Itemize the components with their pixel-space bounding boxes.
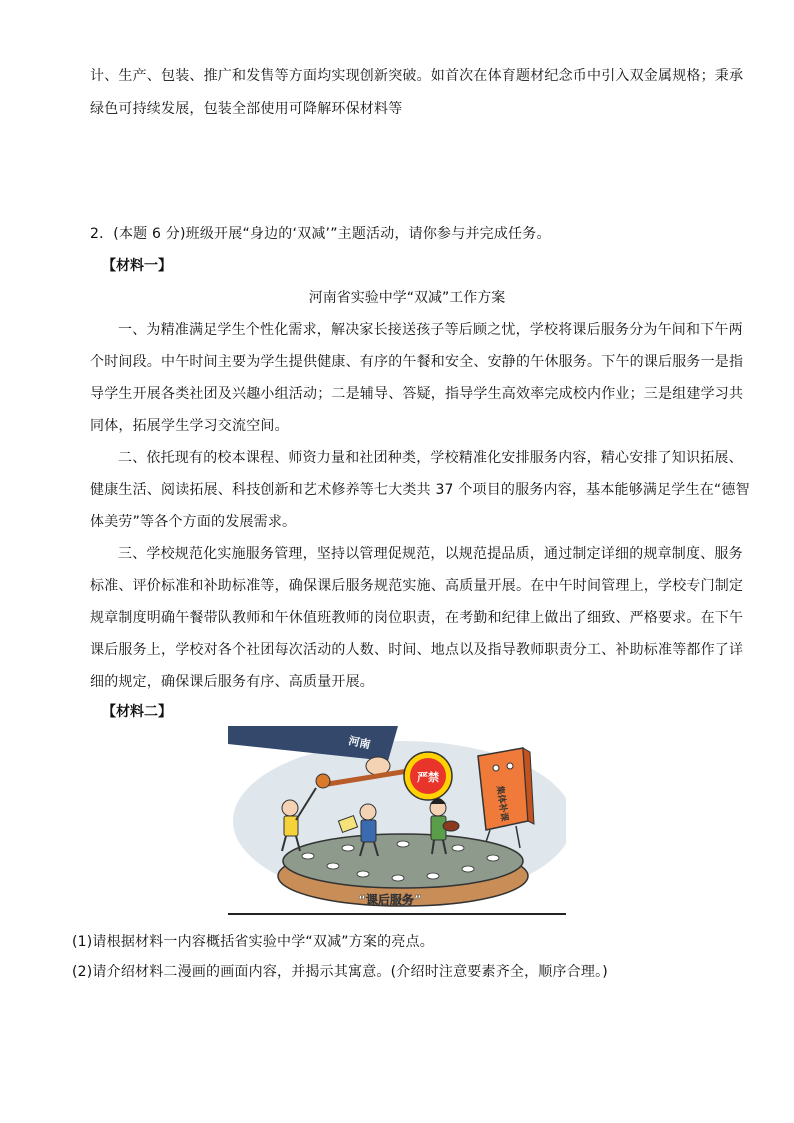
sub-question-2: (2)请介绍材料二漫画的画面内容，并揭示其寓意。(介绍时注意要素齐全，顺序合理。) bbox=[72, 964, 608, 980]
paragraph-line: 一、为精准满足学生个性化需求，解决家长接送孩子等后顾之忧，学校将课后服务分为午间和下午两 bbox=[118, 322, 743, 338]
paragraph-line: 课后服务上，学校对各个社团每次活动的人数、时间、地点以及指导教师职责分工、补助标准等都作了详 bbox=[90, 642, 744, 658]
sleeve-label: 河南 bbox=[347, 734, 372, 752]
violin bbox=[443, 821, 459, 831]
stop-sign-text: 严禁 bbox=[417, 771, 439, 784]
material-two-label: 【材料二】 bbox=[102, 704, 172, 720]
paragraph-line: 健康生活、阅读拓展、科技创新和艺术修养等七大类共 37 个项目的服务内容，基本能够满足学生在“德智 bbox=[90, 482, 750, 498]
paragraph-line: 同体，拓展学生学习交流空间。 bbox=[90, 418, 289, 434]
platform-label: “课后服务” bbox=[358, 893, 422, 907]
paragraph-line: 标准、评价标准和补助标准等，确保课后服务规范实施、高质量开展。在中午时间管理上，学校专门制定 bbox=[90, 578, 744, 594]
top-paragraph-line-1: 计、生产、包装、推广和发售等方面均实现创新突破。如首次在体育题材纪念币中引入双金属规格；秉承 bbox=[90, 68, 744, 84]
kid-reading bbox=[361, 820, 376, 842]
sub-question-1: (1)请根据材料一内容概括省实验中学“双减”方案的亮点。 bbox=[72, 934, 434, 950]
paragraph-line: 二、依托现有的校本课程、师资力量和社团种类，学校精准化安排服务内容，精心安排了知识拓展、 bbox=[118, 450, 743, 466]
paragraph-line: 导学生开展各类社团及兴趣小组活动；二是辅导、答疑，指导学生高效率完成校内作业；三是组建学习共 bbox=[90, 386, 744, 402]
paragraph-line: 三、学校规范化实施服务管理，坚持以管理促规范，以规范提品质，通过制定详细的规章制度、服务 bbox=[118, 546, 743, 562]
paragraph-line: 个时间段。中午时间主要为学生提供健康、有序的午餐和安全、安静的午休服务。下午的课后服务一是指 bbox=[90, 354, 744, 370]
material-one-label: 【材料一】 bbox=[102, 258, 172, 274]
material-one-title: 河南省实验中学“双减”工作方案 bbox=[308, 290, 506, 306]
basketball bbox=[316, 774, 330, 788]
paragraph-line: 细的规定，确保课后服务有序、高质量开展。 bbox=[90, 674, 374, 690]
cartoon-illustration bbox=[228, 726, 566, 915]
paragraph-line: 体美劳”等各个方面的发展需求。 bbox=[90, 514, 297, 530]
question-header: 2．(本题 6 分)班级开展“身边的‘双减’”主题活动，请你参与并完成任务。 bbox=[90, 226, 551, 242]
paragraph-line: 规章制度明确午餐带队教师和午休值班教师的岗位职责，在考勤和纪律上做出了细致、严格要求。在下午 bbox=[90, 610, 744, 626]
top-paragraph-line-2: 绿色可持续发展，包装全部使用可降解环保材料等 bbox=[90, 101, 403, 117]
book-text: 集体补课 bbox=[494, 785, 509, 823]
